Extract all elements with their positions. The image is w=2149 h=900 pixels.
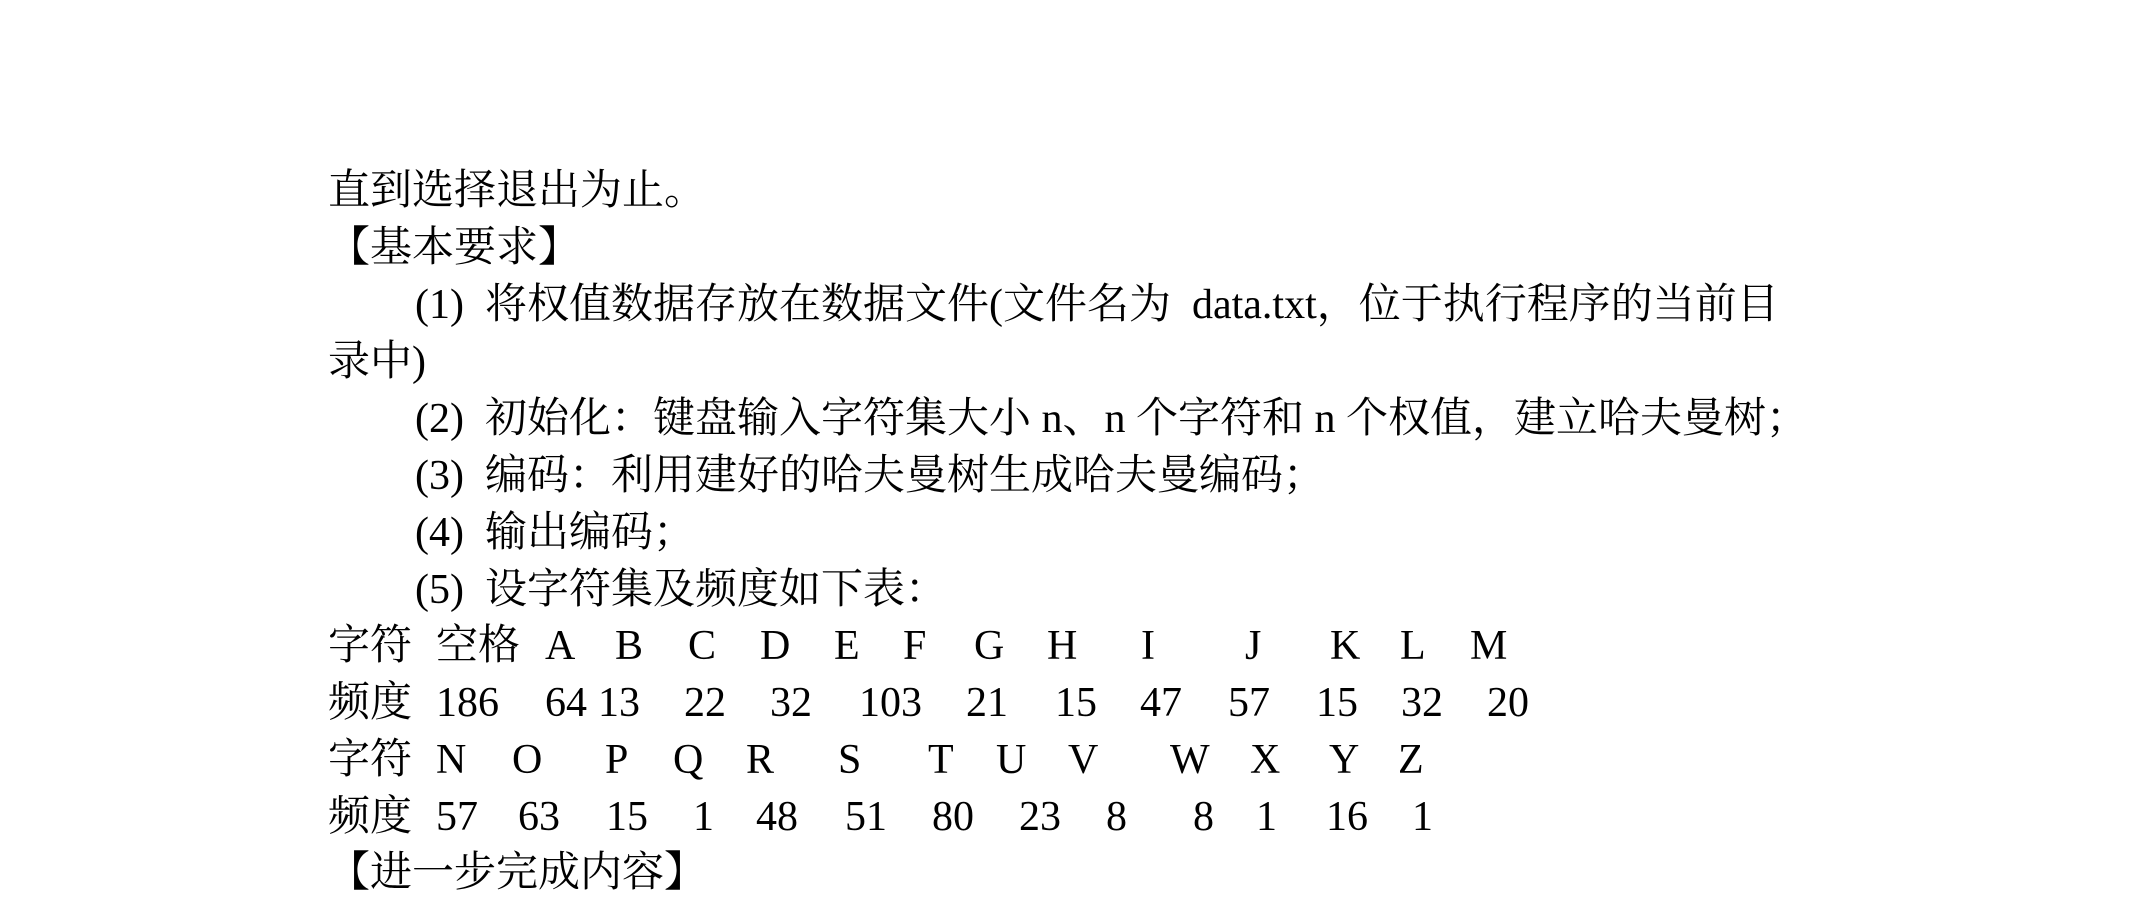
table-cell: K	[1330, 623, 1361, 669]
table-cell: D	[760, 623, 791, 669]
table-cell: 32	[770, 680, 812, 726]
table-row-label: 字符	[328, 737, 413, 783]
table-cell: S	[838, 737, 862, 783]
table-cell: 32	[1401, 680, 1443, 726]
table-cell: V	[1068, 737, 1099, 783]
requirement-item-5: (5) 设字符集及频度如下表：	[415, 567, 947, 613]
table-cell: N	[436, 737, 467, 783]
table-cell: 48	[756, 794, 798, 840]
table-cell: Y	[1329, 737, 1360, 783]
table-cell: L	[1400, 623, 1426, 669]
table-cell: 20	[1487, 680, 1529, 726]
requirement-item-3: (3) 编码：利用建好的哈夫曼树生成哈夫曼编码；	[415, 453, 1325, 499]
table-row-label: 字符	[328, 623, 413, 669]
table-cell: T	[928, 737, 954, 783]
table-cell: 1	[1412, 794, 1433, 840]
table-cell: H	[1047, 623, 1078, 669]
table-cell: 15	[606, 794, 648, 840]
requirement-item-2: (2) 初始化：键盘输入字符集大小 n、n 个字符和 n 个权值，建立哈夫曼树；	[415, 396, 1808, 442]
paragraph-line-1: 直到选择退出为止。	[328, 168, 707, 214]
table-cell: 186	[436, 680, 499, 726]
table-cell: 57	[436, 794, 478, 840]
requirement-item-4: (4) 输出编码；	[415, 510, 695, 556]
table-cell: F	[903, 623, 927, 669]
table-cell: X	[1250, 737, 1281, 783]
table-cell: C	[688, 623, 717, 669]
section-heading-basic-requirements: 【基本要求】	[328, 225, 581, 271]
table-cell: Q	[673, 737, 704, 783]
table-cell: P	[605, 737, 629, 783]
table-cell: 21	[966, 680, 1008, 726]
table-row-label: 频度	[328, 680, 413, 726]
table-cell: 51	[845, 794, 887, 840]
table-cell: 103	[859, 680, 922, 726]
table-cell: 47	[1140, 680, 1182, 726]
requirement-item-1: (1) 将权值数据存放在数据文件(文件名为 data.txt，位于执行程序的当前目	[415, 282, 1779, 328]
table-cell: A	[545, 623, 576, 669]
table-cell: 57	[1228, 680, 1270, 726]
table-cell: 8	[1193, 794, 1214, 840]
table-cell: 15	[1316, 680, 1358, 726]
table-cell: G	[974, 623, 1005, 669]
table-cell: I	[1141, 623, 1155, 669]
table-cell: 22	[684, 680, 726, 726]
table-row-label: 频度	[328, 794, 413, 840]
table-cell: J	[1245, 623, 1262, 669]
table-cell: 80	[932, 794, 974, 840]
table-cell: U	[996, 737, 1027, 783]
table-cell: 16	[1326, 794, 1368, 840]
table-cell: B	[615, 623, 644, 669]
table-cell: 23	[1019, 794, 1061, 840]
table-cell: Z	[1398, 737, 1424, 783]
table-cell: M	[1470, 623, 1508, 669]
table-cell: W	[1170, 737, 1210, 783]
table-cell: 1	[1256, 794, 1277, 840]
requirement-item-1-continued: 录中)	[328, 339, 426, 385]
table-cell: O	[512, 737, 543, 783]
table-cell: E	[834, 623, 860, 669]
table-cell: R	[746, 737, 775, 783]
table-cell: 空格	[436, 623, 521, 669]
table-cell: 13	[598, 680, 640, 726]
table-cell: 8	[1106, 794, 1127, 840]
table-cell: 64	[545, 680, 587, 726]
table-cell: 63	[518, 794, 560, 840]
section-heading-further-content: 【进一步完成内容】	[328, 850, 707, 896]
table-cell: 15	[1055, 680, 1097, 726]
table-cell: 1	[693, 794, 714, 840]
